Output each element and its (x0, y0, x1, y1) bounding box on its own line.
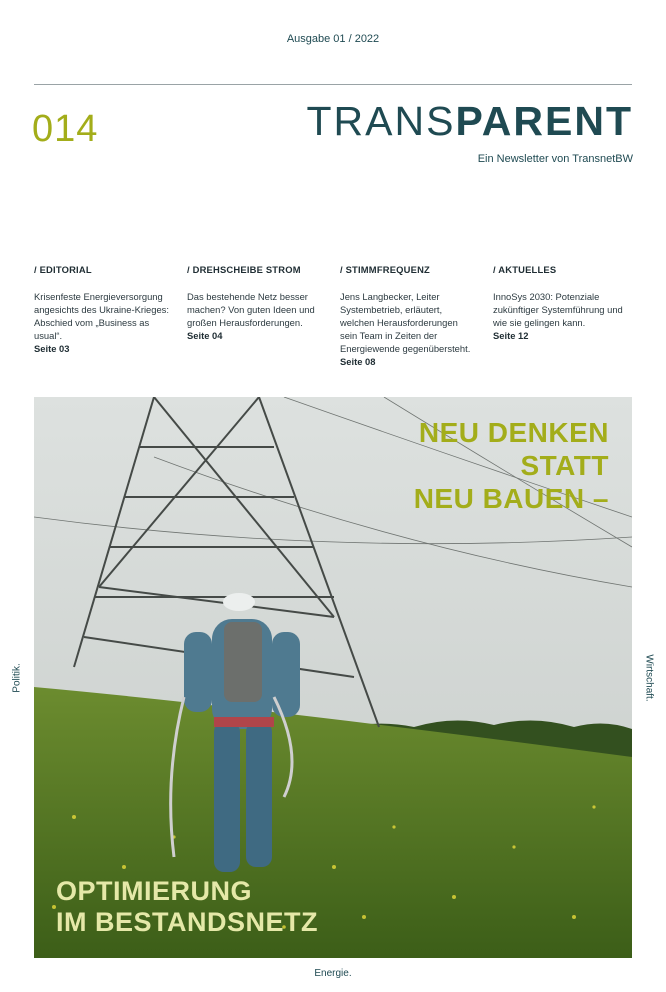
headline-line: STATT (520, 450, 609, 481)
side-label-bottom: Energie. (314, 968, 352, 979)
toc-page: Seite 08 (340, 356, 376, 367)
side-label-left: Politik. (11, 663, 23, 693)
issue-label: Ausgabe 01 / 2022 (286, 33, 380, 45)
toc-heading: / DREHSCHEIBE STROM (187, 264, 301, 275)
brand-bold: PARENT (455, 98, 633, 144)
toc-stimmfrequenz[interactable] (340, 263, 475, 368)
toc-heading: / AKTUELLES (493, 264, 557, 275)
header-divider (34, 84, 632, 85)
toc-heading: / STIMMFREQUENZ (340, 264, 430, 275)
toc-text: Das bestehende Netz besser machen? Von guten Ideen und großen Herausforderungen. (187, 291, 315, 328)
toc-page: Seite 12 (493, 330, 529, 341)
toc-text: InnoSys 2030: Potenziale zukünftiger Systemführung und wie sie gelingen kann. (493, 291, 623, 328)
brand-logo (306, 98, 634, 144)
toc-heading: / EDITORIAL (34, 264, 92, 275)
headline-line: NEU BAUEN – (413, 483, 609, 514)
toc-text: Krisenfeste Energieversorgung angesichts des Ukraine-Krieges: Abschied vom „Business as usual“. (34, 291, 169, 341)
toc-page: Seite 03 (34, 343, 70, 354)
brand-light: TRANS (306, 98, 456, 144)
toc-text: Jens Langbecker, Leiter Systembetrieb, erläutert, welchen Herausforderungen sein Team in Zeiten der Energiewende gegenübersteht. (340, 291, 471, 354)
side-label-right: Wirtschaft. (643, 654, 655, 702)
hero-headline (414, 416, 609, 515)
toc-page: Seite 04 (187, 330, 223, 341)
headline-line: NEU DENKEN (418, 417, 609, 448)
toc-drehscheibe-strom[interactable] (187, 263, 329, 342)
tagline: Ein Newsletter von TransnetBW (477, 153, 633, 165)
toc-aktuelles[interactable] (493, 263, 633, 342)
subline-line: IM BESTANDSNETZ (56, 907, 318, 937)
toc-editorial[interactable] (34, 263, 176, 355)
subline-line: OPTIMIERUNG (56, 876, 253, 906)
hero-subline (56, 876, 318, 938)
issue-number: 014 (32, 108, 99, 150)
